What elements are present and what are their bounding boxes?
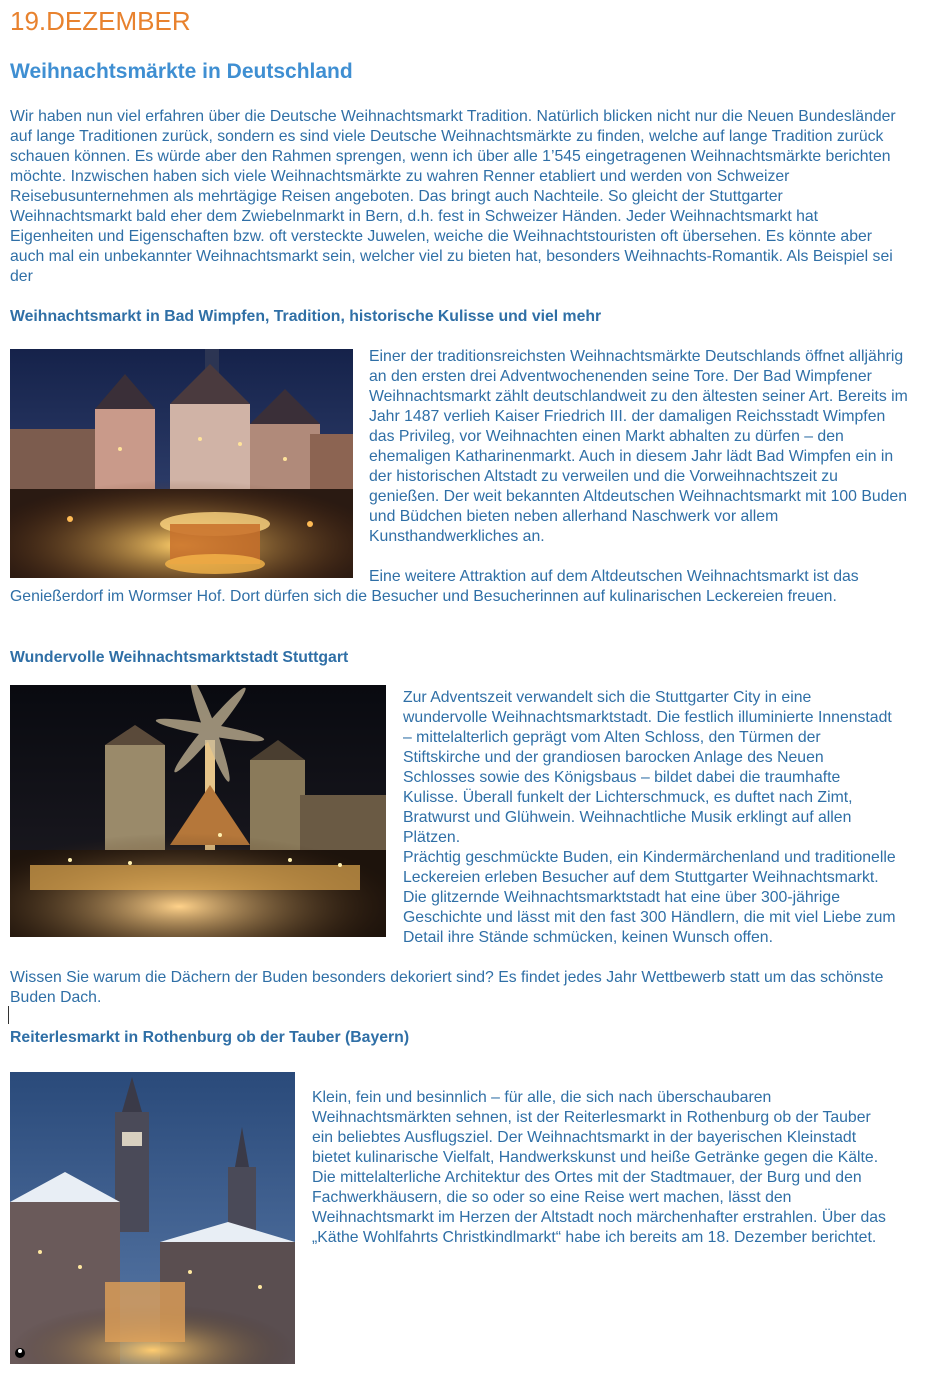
section-heading-stuttgart: Wundervolle Weihnachtsmarktstadt Stuttgart [10, 649, 349, 666]
stuttgart-text-3: Wissen Sie warum die Dächern der Buden besonders dekoriert sind? Es findet jedes Jahr Wettbewerb statt um das schönste Buden Dach. [10, 969, 884, 1006]
stuttgart-text-2: Prächtig geschmückte Buden, ein Kindermärchenland und traditionelle Leckereien erleben Besucher auf dem Stuttgarter Weihnachtsmarkt. Die glitzernde Weihnachtsmarktstadt hat eine über 300-jährige Geschichte und lässt mit den fast 300 Händlern, die mit viel Liebe zum Detail ihre Stände schmücken, keinen Wunsch offen. [403, 849, 896, 946]
bad-wimpfen-text-2: Eine weitere Attraktion auf dem Altdeutschen Weihnachtsmarkt ist das Genießerdorf im Wormser Hof. Dort dürfen sich die Besucher und Besucherinnen auf kulinarischen Leckereien freuen. [10, 568, 859, 605]
date-heading: 19.DEZEMBER [10, 6, 191, 36]
rothenburg-photo [10, 1072, 295, 1364]
bad-wimpfen-text: Einer der traditionsreichsten Weihnachtsmärkte Deutschlands öffnet alljährig an den ersten drei Adventwochenenden seine Tore. Der Bad Wimpfener Weihnachtsmarkt zählt deutschlandweit zu den ältesten seiner Art. Bereits im Jahr 1487 verlieh Kaiser Friedrich III. der damaligen Reichsstadt Wimpfen das Privileg, vor Weihnachten einen Markt abhalten zu dürfen – den ehemaligen Katharinenmarkt. Auch in diesem Jahr lädt Bad Wimpfen ein in der historischen Altstadt zu verweilen und die Vorweihnachtszeit zu genießen. Der weit bekannten Altdeutschen Weihnachtsmarkt mit 100 Buden und Büdchen bieten neben allerhand Naschwerk vor allem Kunsthandwerkliches an. [369, 348, 908, 545]
bad-wimpfen-photo [10, 349, 353, 578]
section-heading-bad-wimpfen: Weihnachtsmarkt in Bad Wimpfen, Tradition, historische Kulisse und viel mehr [10, 308, 602, 325]
page-title: Weihnachtsmärkte in Deutschland [10, 60, 353, 83]
stuttgart-photo [10, 685, 386, 937]
section-heading-rothenburg: Reiterlesmarkt in Rothenburg ob der Tauber (Bayern) [10, 1029, 410, 1046]
text-cursor [8, 1006, 9, 1024]
rothenburg-text: Klein, fein und besinnlich – für alle, die sich nach überschaubaren Weihnachtsmärkten sehnen, ist der Reiterlesmarkt in Rothenburg ob der Tauber ein beliebtes Ausflugsziel. Der Weihnachtsmarkt in der bayerischen Kleinstadt bietet kulinarische Vielfalt, Handwerkskunst und heiße Getränke gegen die Kälte. Die mittelalterliche Architektur des Ortes mit der Stadtmauer, der Burg und den Fachwerkhäusern, die so oder so eine Reise wert machen, lässt den Weihnachtsmarkt im Herzen der Altstadt noch märchenhafter erstrahlen. Über das „Käthe Wohlfahrts Christkindlmarkt“ habe ich bereits am 18. Dezember berichtet. [312, 1089, 886, 1246]
stuttgart-text: Zur Adventszeit verwandelt sich die Stuttgarter City in eine wundervolle Weihnachtsmarktstadt. Die festlich illuminierte Innenstadt – mittelalterlich geprägt vom Alten Schloss, den Türmen der Stiftskirche und der grandiosen barocken Anlage des Neuen Schlosses sowie des Königsbaus – bildet dabei die traumhafte Kulisse. Überall funkelt der Lichterschmuck, es duftet nach Zimt, Bratwurst und Glühwein. Weihnachtliche Musik erklingt auf allen Plätzen. [403, 689, 892, 846]
intro-paragraph: Wir haben nun viel erfahren über die Deutsche Weihnachtsmarkt Tradition. Natürlich blicken nicht nur die Neuen Bundesländer auf lange Traditionen zurück, sondern es sind viele Deutsche Weihnachtsmärkte zu finden, welche auf lange Tradition zurück schauen können. Es würde aber den Rahmen sprengen, wenn ich über alle 1’545 eingetragenen Weihnachtsmärkte berichten möchte. Inzwischen haben sich viele Weihnachtsmärkte zu wahren Renner etabliert und werden von Schweizer Reisebusunternehmen als mehrtägige Reisen angeboten. Das bringt auch Nachteile. So gleicht der Stuttgarter Weihnachtsmarkt bald eher dem Zwiebelnmarkt in Bern, d.h. fest in Schweizer Händen. Jeder Weihnachtsmarkt hat Eigenheiten und Eigenschaften bzw. oft versteckte Juwelen, weiche die Weihnachtstouristen oft übersehen. Es könnte aber auch mal ein unbekannter Weihnachtsmarkt sein, welcher viel zu bieten hat, besonders Weihnachts-Romantik. Als Beispiel sei der [10, 108, 896, 285]
